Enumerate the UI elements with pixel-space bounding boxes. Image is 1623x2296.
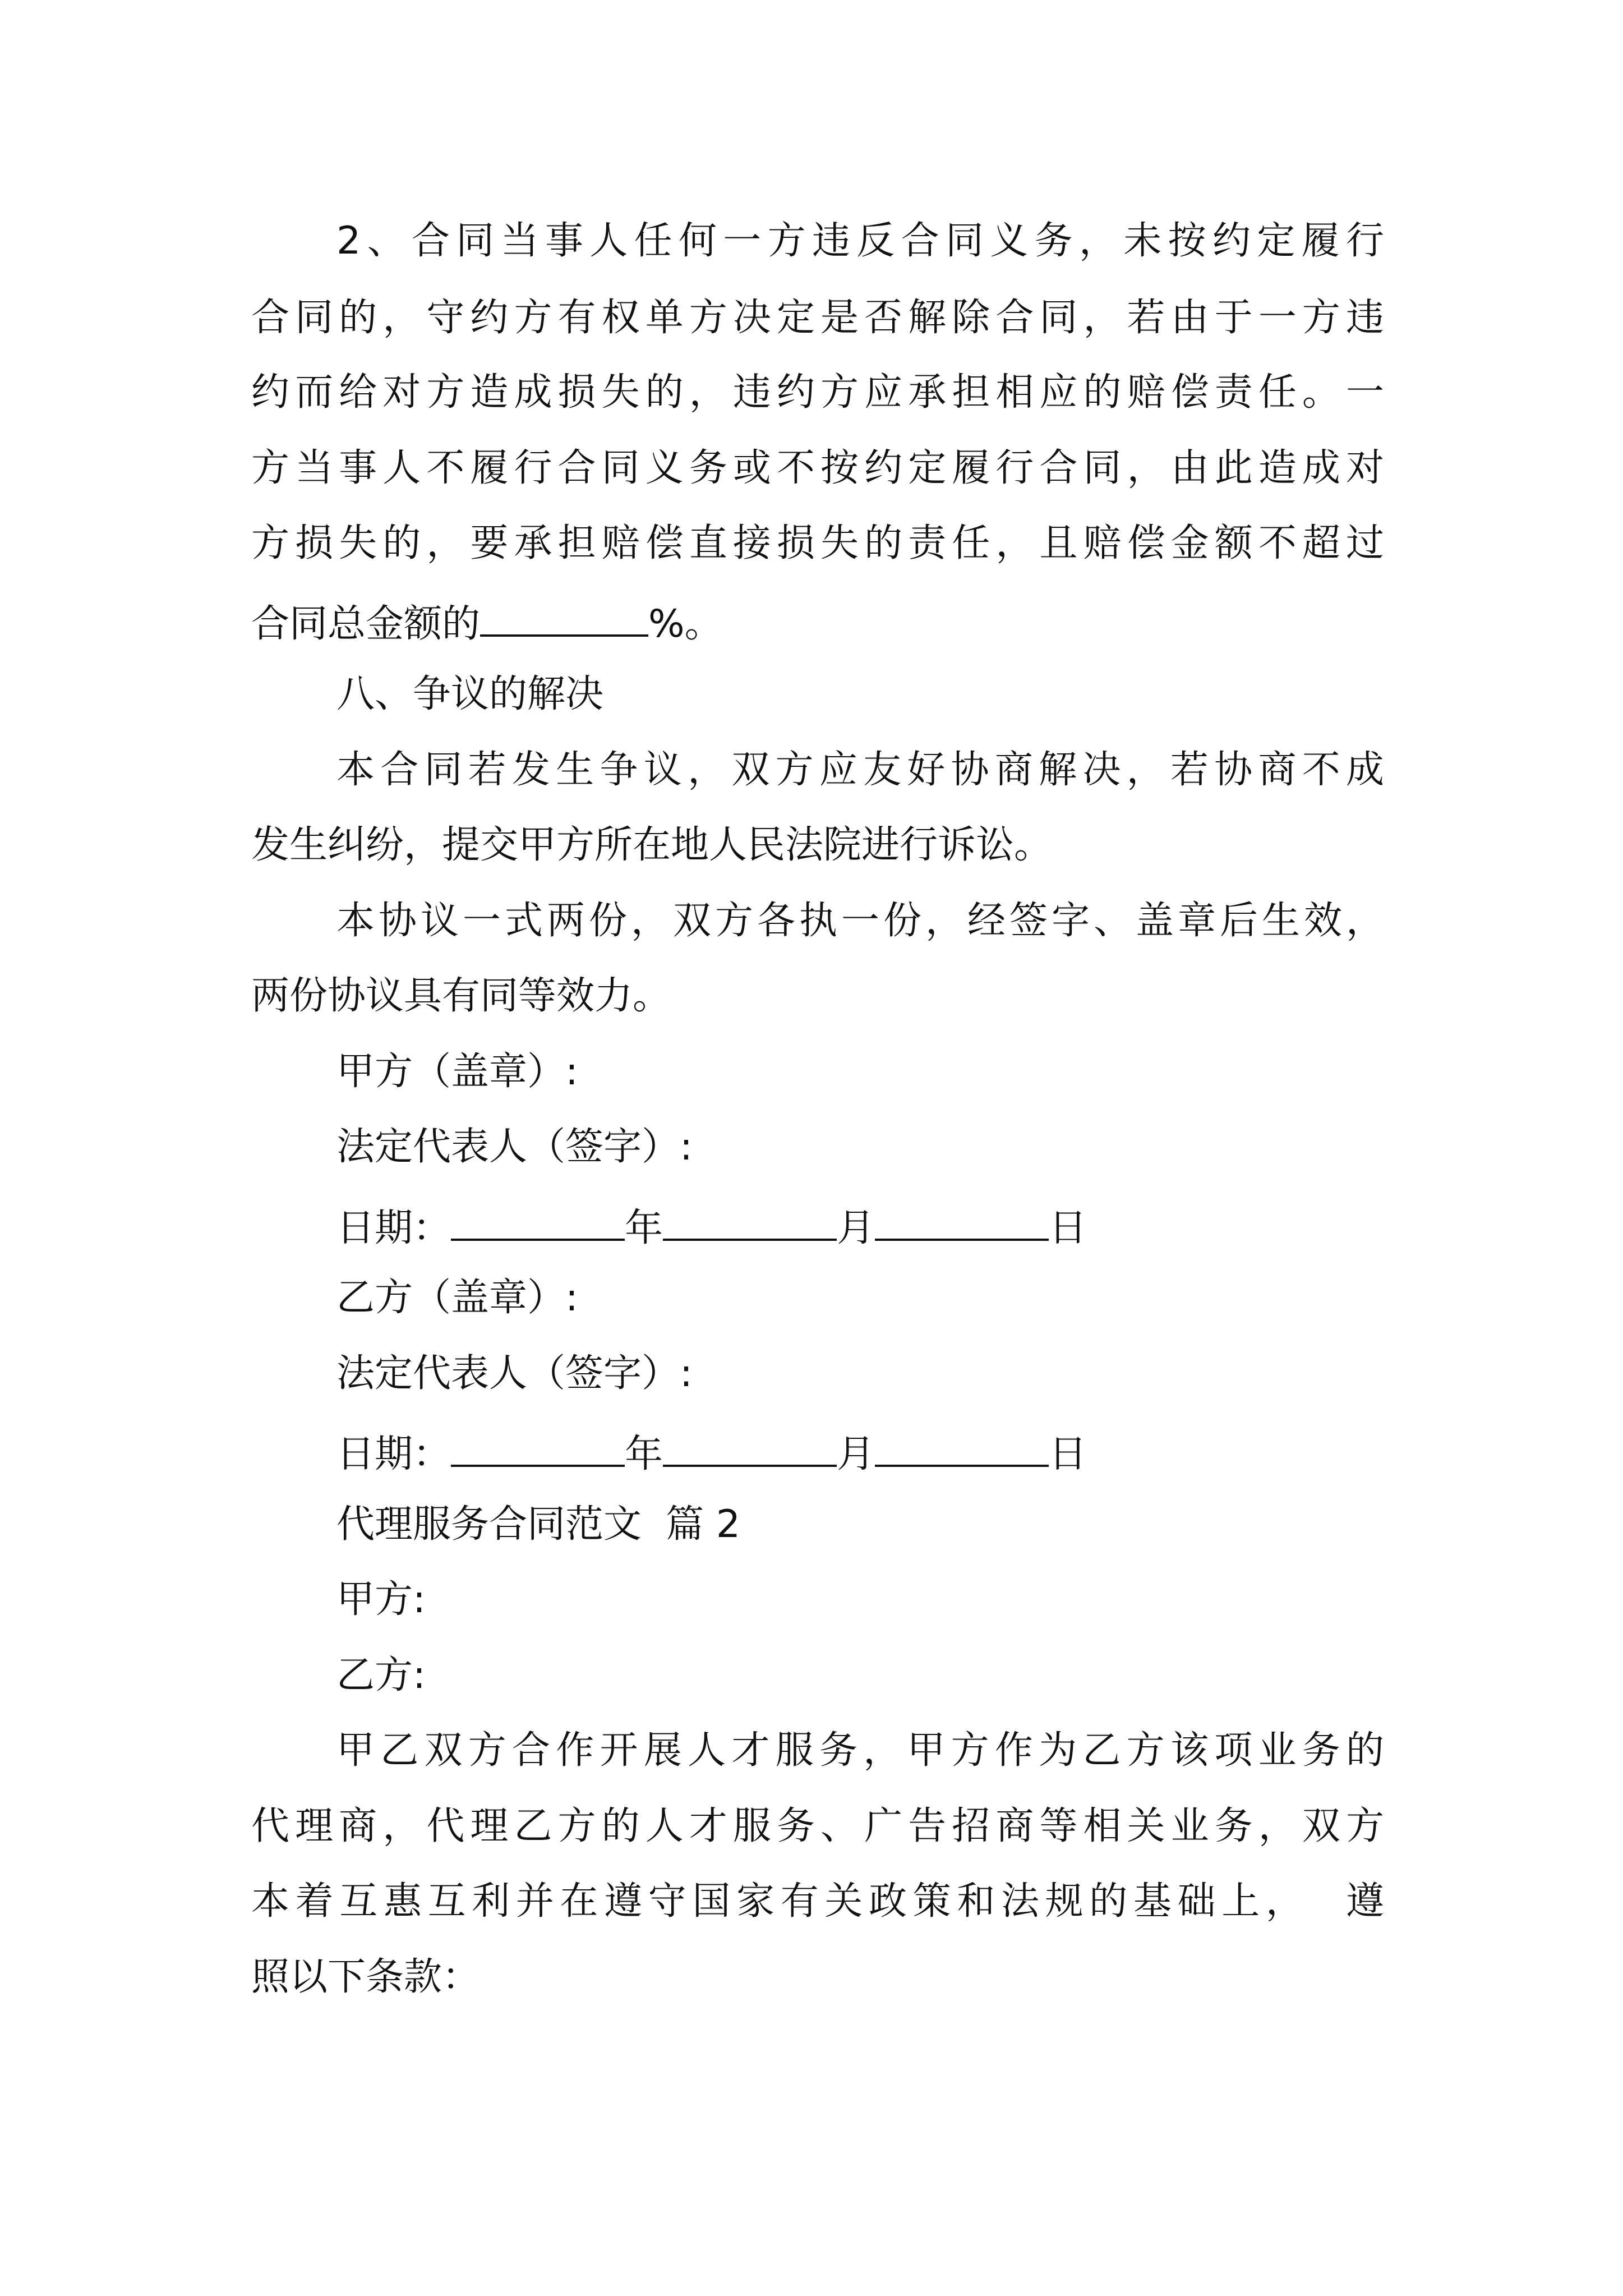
section-8-paragraph-2-line-2: 两份协议具有同等效力。 — [251, 974, 671, 1018]
contract-2-intro-line-3: 本着互惠互利并在遵守国家有关政策和法规的基础上， 遵 — [251, 1879, 1384, 1924]
contract-2-title: 代理服务合同范文 篇 2 — [336, 1502, 741, 1547]
year-blank — [451, 1204, 625, 1241]
day-blank — [875, 1204, 1049, 1241]
date-label: 日期： — [336, 1432, 451, 1476]
section-8-heading: 八、争议的解决 — [336, 672, 604, 716]
month-label: 月 — [837, 1432, 875, 1476]
party-a-seal-label: 甲方（盖章）: — [336, 1050, 578, 1094]
clause-7-2-line-4: 方当事人不履行合同义务或不按约定履行合同，由此造成对 — [251, 446, 1384, 490]
day-label: 日 — [1049, 1206, 1087, 1250]
date-label: 日期： — [336, 1206, 451, 1250]
contract-2-intro-line-4: 照以下条款： — [251, 1955, 481, 1999]
clause-7-2-line-2: 合同的，守约方有权单方决定是否解除合同，若由于一方违 — [251, 296, 1384, 340]
section-8-paragraph-1-line-2: 发生纠纷，提交甲方所在地人民法院进行诉讼。 — [251, 823, 1053, 867]
day-blank — [875, 1430, 1049, 1467]
clause-7-2-line-5: 方损失的，要承担赔偿直接损失的责任，且赔偿金额不超过 — [251, 521, 1384, 565]
party-b-date-line — [336, 1430, 1087, 1474]
party-a-date-line — [336, 1204, 1087, 1248]
month-blank — [663, 1430, 837, 1467]
year-blank — [451, 1430, 625, 1467]
contract-2-party-b: 乙方: — [336, 1653, 426, 1697]
month-blank — [663, 1204, 837, 1241]
clause-7-2-line-3: 约而给对方造成损失的，违约方应承担相应的赔偿责任。一 — [251, 370, 1384, 415]
section-8-paragraph-2-line-1: 本协议一式两份，双方各执一份，经签字、盖章后生效， — [336, 899, 1384, 943]
percent-blank — [480, 600, 648, 637]
year-label: 年 — [625, 1432, 663, 1476]
day-label: 日 — [1049, 1432, 1087, 1476]
clause-7-2-line-6-text: 合同总金额的 — [251, 602, 481, 646]
contract-2-intro-line-1: 甲乙双方合作开展人才服务，甲方作为乙方该项业务的 — [336, 1728, 1384, 1773]
party-b-representative-label: 法定代表人（签字）: — [336, 1351, 693, 1396]
section-8-paragraph-1-line-1: 本合同若发生争议，双方应友好协商解决，若协商不成 — [336, 748, 1384, 792]
clause-7-2-line-6 — [251, 600, 723, 646]
contract-2-intro-line-2: 代理商，代理乙方的人才服务、广告招商等相关业务，双方 — [251, 1804, 1384, 1848]
party-b-seal-label: 乙方（盖章）: — [336, 1276, 578, 1320]
year-label: 年 — [625, 1206, 663, 1250]
month-label: 月 — [837, 1206, 875, 1250]
clause-7-2-line-1: 2、合同当事人任何一方违反合同义务，未按约定履行 — [336, 219, 1384, 263]
party-a-representative-label: 法定代表人（签字）: — [336, 1125, 693, 1169]
contract-2-party-a: 甲方: — [336, 1577, 426, 1622]
clause-7-2-line-6-suffix: %。 — [648, 602, 723, 646]
